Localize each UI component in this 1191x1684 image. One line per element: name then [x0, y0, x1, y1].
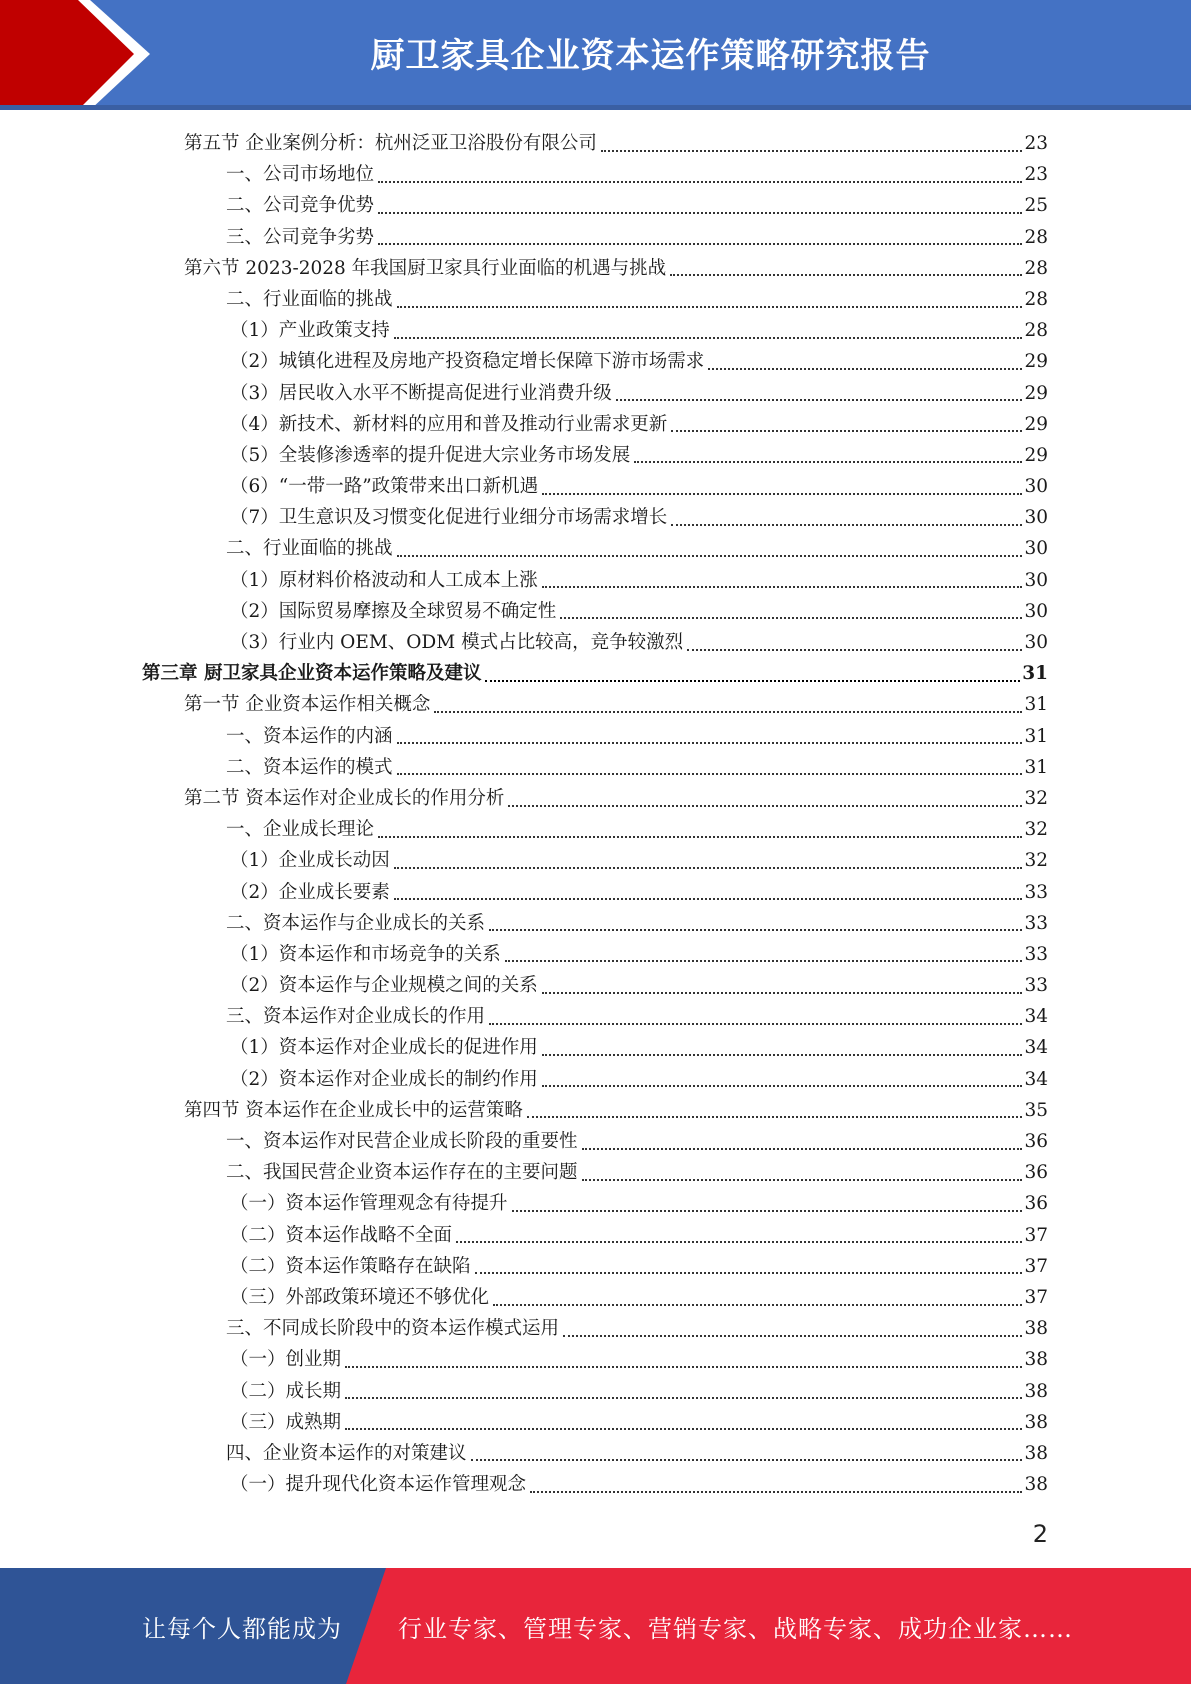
toc-entry-label: 二、我国民营企业资本运作存在的主要问题: [226, 1162, 578, 1184]
toc-dot-leader: [634, 461, 1022, 463]
toc-dot-leader: [542, 493, 1022, 495]
toc-entry[interactable]: [142, 378, 1048, 409]
toc-dot-leader: [378, 181, 1022, 183]
toc-entry[interactable]: [142, 658, 1048, 689]
toc-entry-label: 二、行业面临的挑战: [226, 538, 393, 560]
toc-entry-label: 第一节 企业资本运作相关概念: [184, 694, 431, 716]
page-footer: [0, 1568, 1191, 1684]
toc-entry-page: 30: [1024, 632, 1048, 653]
toc-entry[interactable]: [142, 1064, 1048, 1095]
toc-dot-leader: [489, 1023, 1022, 1025]
toc-entry-label: （1）产业政策支持: [230, 320, 390, 342]
toc-entry-label: （2）资本运作对企业成长的制约作用: [230, 1068, 538, 1090]
report-title: 厨卫家具企业资本运作策略研究报告: [370, 35, 931, 76]
toc-dot-leader: [582, 1148, 1023, 1150]
toc-dot-leader: [601, 150, 1023, 152]
header-divider: [0, 105, 1191, 110]
toc-entry[interactable]: [142, 315, 1048, 346]
toc-entry[interactable]: [142, 1344, 1048, 1375]
toc-entry[interactable]: [142, 128, 1048, 159]
toc-entry[interactable]: [142, 627, 1048, 658]
toc-dot-leader: [397, 773, 1023, 775]
toc-entry-label: （1）资本运作和市场竞争的关系: [230, 943, 501, 965]
red-chevron-decoration: [0, 0, 150, 110]
toc-entry-label: 四、企业资本运作的对策建议: [226, 1442, 467, 1464]
toc-entry-label: 第六节 2023-2028 年我国厨卫家具行业面临的机遇与挑战: [184, 257, 667, 279]
toc-entry[interactable]: [142, 845, 1048, 876]
toc-entry[interactable]: [142, 565, 1048, 596]
toc-dot-leader: [345, 1428, 1022, 1430]
toc-entry-label: （二）资本运作策略存在缺陷: [230, 1255, 471, 1277]
toc-dot-leader: [434, 711, 1022, 713]
toc-entry-label: 三、资本运作对企业成长的作用: [226, 1006, 486, 1028]
toc-dot-leader: [471, 1459, 1023, 1461]
toc-entry-page: 23: [1024, 133, 1048, 154]
toc-dot-leader: [493, 1304, 1022, 1306]
toc-entry[interactable]: [142, 253, 1048, 284]
toc-entry-page: 37: [1024, 1224, 1048, 1246]
toc-entry-label: 一、企业成长理论: [226, 819, 375, 841]
toc-entry-page: 36: [1024, 1131, 1048, 1152]
toc-entry-label: （2）企业成长要素: [230, 881, 390, 903]
toc-entry-label: 二、公司竞争优势: [226, 195, 375, 217]
toc-dot-leader: [542, 1085, 1023, 1087]
toc-dot-leader: [708, 368, 1022, 370]
toc-entry-page: 38: [1024, 1318, 1048, 1340]
toc-entry-label: 三、公司竞争劣势: [226, 226, 375, 248]
toc-dot-leader: [394, 337, 1023, 339]
toc-dot-leader: [505, 960, 1023, 962]
toc-entry[interactable]: [142, 533, 1048, 564]
toc-entry-label: （5）全装修渗透率的提升促进大宗业务市场发展: [230, 444, 631, 466]
toc-entry-label: 第三章 厨卫家具企业资本运作策略及建议: [142, 663, 482, 685]
toc-entry-label: 三、不同成长阶段中的资本运作模式运用: [226, 1318, 560, 1340]
toc-entry-page: 28: [1024, 257, 1048, 279]
toc-entry-page: 32: [1024, 850, 1048, 872]
toc-dot-leader: [508, 805, 1022, 807]
toc-entry-page: 37: [1024, 1286, 1048, 1308]
toc-entry-label: （7）卫生意识及习惯变化促进行业细分市场需求增长: [230, 507, 668, 529]
toc-entry[interactable]: [142, 1376, 1048, 1407]
toc-entry[interactable]: [142, 877, 1048, 908]
toc-entry-page: 34: [1024, 1037, 1048, 1059]
toc-dot-leader: [378, 836, 1022, 838]
toc-entry-page: 34: [1024, 1006, 1048, 1028]
toc-entry[interactable]: [142, 752, 1048, 783]
toc-entry[interactable]: [142, 1188, 1048, 1219]
toc-entry[interactable]: [142, 1251, 1048, 1282]
toc-entry[interactable]: [142, 783, 1048, 814]
toc-entry-page: 29: [1024, 351, 1048, 373]
toc-entry-page: 32: [1024, 787, 1048, 809]
toc-entry-page: 33: [1024, 912, 1048, 934]
toc-entry-page: 30: [1024, 507, 1048, 529]
toc-entry-page: 31: [1024, 725, 1048, 747]
toc-entry[interactable]: [142, 284, 1048, 315]
toc-entry-label: 一、资本运作的内涵: [226, 725, 393, 747]
toc-dot-leader: [542, 1054, 1023, 1056]
toc-entry[interactable]: [142, 1313, 1048, 1344]
toc-entry-page: 28: [1024, 226, 1048, 248]
toc-dot-leader: [378, 243, 1022, 245]
toc-entry-page: 35: [1024, 1099, 1048, 1121]
toc-dot-leader: [378, 212, 1022, 214]
toc-dot-leader: [345, 1366, 1022, 1368]
toc-entry[interactable]: [142, 970, 1048, 1001]
toc-entry[interactable]: [142, 1001, 1048, 1032]
toc-entry-label: （一）资本运作管理观念有待提升: [230, 1193, 508, 1215]
toc-entry-page: 37: [1024, 1255, 1048, 1277]
toc-dot-leader: [512, 1210, 1023, 1212]
toc-entry[interactable]: [142, 1157, 1048, 1188]
toc-entry[interactable]: [142, 190, 1048, 221]
toc-entry[interactable]: [142, 1282, 1048, 1313]
toc-dot-leader: [560, 617, 1022, 619]
toc-dot-leader: [616, 399, 1023, 401]
toc-dot-leader: [563, 1335, 1022, 1337]
toc-dot-leader: [345, 1397, 1022, 1399]
toc-entry[interactable]: [142, 721, 1048, 752]
toc-entry-page: 33: [1024, 943, 1048, 965]
toc-dot-leader: [671, 430, 1022, 432]
toc-entry-label: （3）居民收入水平不断提高促进行业消费升级: [230, 382, 612, 404]
page-header: [0, 0, 1191, 110]
toc-entry-page: 29: [1024, 444, 1048, 466]
toc-entry-label: （一）创业期: [230, 1349, 342, 1371]
toc-entry-label: （3）行业内 OEM、ODM 模式占比较高，竞争较激烈: [230, 632, 684, 653]
toc-entry[interactable]: [142, 939, 1048, 970]
footer-slogan-left: 让每个人都能成为: [142, 1614, 342, 1643]
toc-entry-page: 23: [1024, 164, 1048, 186]
toc-entry-label: 一、资本运作对民营企业成长阶段的重要性: [226, 1131, 578, 1152]
toc-entry-page: 31: [1024, 756, 1048, 778]
toc-entry[interactable]: [142, 346, 1048, 377]
toc-entry-page: 38: [1024, 1442, 1048, 1464]
toc-entry-label: （1）资本运作对企业成长的促进作用: [230, 1037, 538, 1059]
toc-dot-leader: [527, 1116, 1023, 1118]
toc-dot-leader: [530, 1491, 1022, 1493]
toc-entry[interactable]: [142, 908, 1048, 939]
toc-entry-page: 33: [1024, 975, 1048, 997]
toc-entry[interactable]: [142, 1469, 1048, 1500]
toc-entry-label: （6）“一带一路”政策带来出口新机遇: [230, 476, 539, 498]
toc-entry-page: 31: [1022, 663, 1048, 685]
toc-entry-label: （4）新技术、新材料的应用和普及推动行业需求更新: [230, 413, 668, 435]
toc-entry-page: 38: [1024, 1474, 1048, 1496]
toc-dot-leader: [456, 1241, 1022, 1243]
toc-entry-label: 第二节 资本运作对企业成长的作用分析: [184, 787, 505, 809]
toc-entry[interactable]: [142, 1407, 1048, 1438]
toc-entry[interactable]: [142, 596, 1048, 627]
toc-entry-page: 25: [1024, 195, 1048, 217]
toc-entry[interactable]: [142, 1220, 1048, 1251]
toc-dot-leader: [397, 555, 1023, 557]
toc-entry-page: 28: [1024, 320, 1048, 342]
toc-entry-label: 二、行业面临的挑战: [226, 288, 393, 310]
toc-entry-page: 30: [1024, 600, 1048, 622]
toc-entry[interactable]: [142, 1032, 1048, 1063]
toc-entry-page: 30: [1024, 569, 1048, 591]
toc-entry-label: （一）提升现代化资本运作管理观念: [230, 1474, 527, 1496]
toc-entry[interactable]: [142, 814, 1048, 845]
toc-entry-page: 34: [1024, 1068, 1048, 1090]
footer-slogan-right: 行业专家、管理专家、营销专家、战略专家、成功企业家……: [398, 1614, 1073, 1643]
toc-entry-label: （1）原材料价格波动和人工成本上涨: [230, 569, 538, 591]
toc-entry-page: 30: [1024, 476, 1048, 498]
toc-entry-page: 38: [1024, 1380, 1048, 1402]
toc-entry-page: 30: [1024, 538, 1048, 560]
toc-entry-page: 36: [1024, 1193, 1048, 1215]
toc-dot-leader: [475, 1272, 1023, 1274]
toc-entry-page: 33: [1024, 881, 1048, 903]
toc-entry-label: （三）成熟期: [230, 1411, 342, 1433]
toc-entry[interactable]: [142, 689, 1048, 720]
toc-dot-leader: [394, 898, 1023, 900]
toc-entry[interactable]: [142, 159, 1048, 190]
toc-dot-leader: [670, 274, 1022, 276]
toc-entry[interactable]: [142, 502, 1048, 533]
toc-dot-leader: [687, 649, 1022, 651]
toc-entry[interactable]: [142, 222, 1048, 253]
toc-entry-page: 28: [1024, 288, 1048, 310]
toc-entry[interactable]: [142, 409, 1048, 440]
toc-dot-leader: [397, 306, 1023, 308]
toc-entry[interactable]: [142, 440, 1048, 471]
toc-dot-leader: [397, 742, 1023, 744]
toc-entry-label: 第五节 企业案例分析：杭州泛亚卫浴股份有限公司: [184, 133, 597, 154]
toc-entry-label: （1）企业成长动因: [230, 850, 390, 872]
toc-entry[interactable]: [142, 1095, 1048, 1126]
toc-entry-label: （三）外部政策环境还不够优化: [230, 1286, 490, 1308]
toc-entry-label: 第四节 资本运作在企业成长中的运营策略: [184, 1099, 523, 1121]
toc-dot-leader: [542, 586, 1023, 588]
toc-entry-label: （2）国际贸易摩擦及全球贸易不确定性: [230, 600, 557, 622]
toc-dot-leader: [394, 867, 1023, 869]
toc-entry-label: 二、资本运作与企业成长的关系: [226, 912, 486, 934]
toc-dot-leader: [489, 929, 1022, 931]
toc-entry-page: 29: [1024, 413, 1048, 435]
toc-dot-leader: [485, 680, 1020, 682]
toc-entry[interactable]: [142, 1438, 1048, 1469]
toc-dot-leader: [542, 992, 1023, 994]
toc-entry-label: （二）成长期: [230, 1380, 342, 1402]
toc-dot-leader: [582, 1179, 1023, 1181]
toc-entry[interactable]: [142, 1126, 1048, 1157]
toc-entry-label: 二、资本运作的模式: [226, 756, 393, 778]
toc-entry-page: 31: [1024, 694, 1048, 716]
toc-entry-label: 一、公司市场地位: [226, 164, 375, 186]
table-of-contents: [142, 128, 1048, 1500]
page-number: 2: [1032, 1520, 1048, 1548]
toc-entry-page: 32: [1024, 819, 1048, 841]
toc-dot-leader: [671, 524, 1022, 526]
toc-entry-page: 38: [1024, 1411, 1048, 1433]
toc-entry-label: （2）城镇化进程及房地产投资稳定增长保障下游市场需求: [230, 351, 705, 373]
toc-entry-label: （2）资本运作与企业规模之间的关系: [230, 975, 538, 997]
toc-entry-page: 36: [1024, 1162, 1048, 1184]
toc-entry-label: （二）资本运作战略不全面: [230, 1224, 453, 1246]
toc-entry[interactable]: [142, 471, 1048, 502]
toc-entry-page: 29: [1024, 382, 1048, 404]
toc-entry-page: 38: [1024, 1349, 1048, 1371]
